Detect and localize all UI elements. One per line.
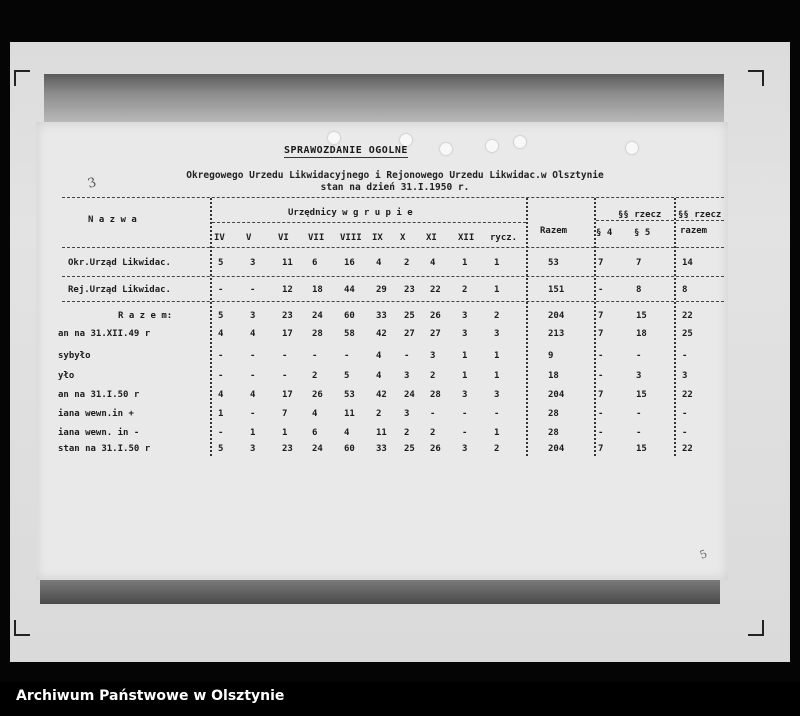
table-cell: 1: [462, 371, 468, 381]
table-cell: 3: [494, 329, 500, 339]
table-cell-razem: 204: [548, 390, 565, 400]
table-cell-s4: -: [598, 428, 604, 438]
table-cell: 3: [250, 444, 256, 454]
table-cell: 28: [430, 390, 441, 400]
table-cell: 4: [376, 371, 382, 381]
document-subtitle: Okregowego Urzedu Likwidacyjnego i Rejonowego Urzedu Likwidac.w Olsztynie: [186, 170, 604, 181]
row-label: Okr.Urząd Likwidac.: [68, 258, 171, 268]
table-cell: 16: [344, 258, 355, 268]
header-rzecz-right: §§ rzecz: [678, 210, 722, 220]
table-cell: 3: [462, 311, 468, 321]
table-cell: 29: [376, 285, 387, 295]
table-cell-right: 25: [682, 329, 693, 339]
table-cell: -: [282, 371, 288, 381]
table-cell: 2: [430, 428, 436, 438]
table-cell: 5: [218, 444, 224, 454]
table-cell: 25: [404, 311, 415, 321]
table-cell-razem: 53: [548, 258, 559, 268]
table-cell: 2: [494, 311, 500, 321]
header-group-col: V: [246, 233, 252, 243]
table-cell-s5: 15: [636, 444, 647, 454]
header-razem-right: razem: [680, 226, 708, 236]
table-cell: -: [312, 351, 318, 361]
table-cell: 4: [376, 351, 382, 361]
table-cell-s5: -: [636, 409, 642, 419]
table-cell: -: [250, 409, 256, 419]
header-urzednicy-group: Urzędnicy w g r u p i e: [288, 208, 413, 218]
table-cell: 44: [344, 285, 355, 295]
header-razem: Razem: [540, 226, 568, 236]
table-column-divider: [526, 198, 528, 456]
table-cell: 2: [462, 285, 468, 295]
table-cell: 6: [312, 428, 318, 438]
table-cell: 22: [430, 285, 441, 295]
table-cell-s5: 15: [636, 311, 647, 321]
table-cell: 4: [250, 390, 256, 400]
table-cell-razem: 9: [548, 351, 554, 361]
table-cell: 2: [312, 371, 318, 381]
table-cell: 7: [282, 409, 288, 419]
table-cell: 1: [494, 371, 500, 381]
table-cell: 3: [462, 329, 468, 339]
header-group-col: VII: [308, 233, 325, 243]
frame-corner-mark: [14, 70, 30, 86]
handwritten-corner-note: 5: [697, 547, 710, 562]
table-cell-s5: 18: [636, 329, 647, 339]
table-cell: 1: [494, 258, 500, 268]
table-cell-razem: 204: [548, 311, 565, 321]
row-label: sybyło: [58, 351, 91, 361]
table-cell: 58: [344, 329, 355, 339]
table-cell: 23: [282, 311, 293, 321]
table-cell: -: [218, 371, 224, 381]
table-cell: 4: [218, 390, 224, 400]
handwritten-margin-note: 3: [86, 175, 99, 192]
row-label: Rej.Urząd Likwidac.: [68, 285, 171, 295]
table-cell: 42: [376, 329, 387, 339]
table-cell: 11: [282, 258, 293, 268]
table-cell: 60: [344, 444, 355, 454]
row-label: stan na 31.I.50 r: [58, 444, 151, 454]
punch-hole: [486, 140, 498, 152]
table-cell-s5: 7: [636, 258, 642, 268]
table-cell: -: [344, 351, 350, 361]
table-cell: -: [404, 351, 410, 361]
table-cell: 2: [494, 444, 500, 454]
table-cell-s5: 15: [636, 390, 647, 400]
table-cell: 53: [344, 390, 355, 400]
header-group-col: XI: [426, 233, 437, 243]
table-cell-s5: -: [636, 351, 642, 361]
row-label: an na 31.I.50 r: [58, 390, 140, 400]
page-shadow-bottom: [40, 580, 720, 604]
table-cell-razem: 18: [548, 371, 559, 381]
table-rule: [62, 247, 724, 248]
table-cell-right: 22: [682, 444, 693, 454]
table-cell-razem: 213: [548, 329, 565, 339]
table-cell: 4: [430, 258, 436, 268]
header-rzecz-col: § 4: [596, 228, 613, 238]
table-cell: 42: [376, 390, 387, 400]
table-cell: 11: [376, 428, 387, 438]
table-cell-right: 22: [682, 311, 693, 321]
table-cell: -: [494, 409, 500, 419]
table-cell-razem: 151: [548, 285, 565, 295]
table-cell-s4: 7: [598, 311, 604, 321]
header-nazwa: N a z w a: [88, 215, 137, 225]
table-cell: 17: [282, 390, 293, 400]
table-cell-s4: -: [598, 409, 604, 419]
table-cell: 6: [312, 258, 318, 268]
table-cell: -: [250, 371, 256, 381]
table-cell-s4: -: [598, 371, 604, 381]
table-cell: 2: [430, 371, 436, 381]
table-cell: 1: [494, 285, 500, 295]
row-label: yło: [58, 371, 75, 381]
header-group-col: IX: [372, 233, 383, 243]
table-cell: 1: [250, 428, 256, 438]
table-cell: -: [250, 351, 256, 361]
frame-corner-mark: [748, 70, 764, 86]
table-cell-s5: -: [636, 428, 642, 438]
table-cell: 5: [344, 371, 350, 381]
header-group-col: X: [400, 233, 406, 243]
table-cell-razem: 204: [548, 444, 565, 454]
table-rule: [596, 220, 724, 221]
frame-corner-mark: [748, 620, 764, 636]
table-cell: 3: [462, 390, 468, 400]
table-rule: [212, 222, 526, 223]
table-cell: 4: [218, 329, 224, 339]
table-cell: 25: [404, 444, 415, 454]
table-column-divider: [210, 198, 212, 456]
frame-corner-mark: [14, 620, 30, 636]
table-cell: 17: [282, 329, 293, 339]
table-cell: 3: [250, 311, 256, 321]
table-cell-s4: 7: [598, 444, 604, 454]
table-column-divider: [674, 198, 676, 456]
table-cell: 3: [430, 351, 436, 361]
row-label: R a z e m:: [118, 311, 173, 321]
document-title: SPRAWOZDANIE OGOLNE: [284, 145, 408, 156]
table-cell-s4: -: [598, 351, 604, 361]
archive-caption: Archiwum Państwowe w Olsztynie: [16, 688, 285, 704]
table-cell: 4: [312, 409, 318, 419]
table-cell: 33: [376, 444, 387, 454]
punch-hole: [514, 136, 526, 148]
table-cell: 1: [282, 428, 288, 438]
table-cell: 5: [218, 311, 224, 321]
table-cell: 27: [430, 329, 441, 339]
table-cell-right: 8: [682, 285, 688, 295]
table-cell: 23: [282, 444, 293, 454]
table-cell: -: [430, 409, 436, 419]
table-cell: 26: [312, 390, 323, 400]
table-cell: -: [462, 428, 468, 438]
table-cell: 1: [494, 428, 500, 438]
table-cell-right: 14: [682, 258, 693, 268]
page-shadow-top: [44, 74, 724, 122]
table-cell: 1: [218, 409, 224, 419]
table-cell-razem: 28: [548, 428, 559, 438]
table-cell: 2: [376, 409, 382, 419]
table-cell-s5: 3: [636, 371, 642, 381]
header-rzecz-group: §§ rzecz: [618, 210, 662, 220]
table-cell-razem: 28: [548, 409, 559, 419]
table-cell: 3: [494, 390, 500, 400]
table-cell: 3: [404, 371, 410, 381]
table-cell: 11: [344, 409, 355, 419]
table-cell: 26: [430, 444, 441, 454]
table-cell-right: -: [682, 409, 688, 419]
punch-hole: [440, 143, 452, 155]
table-cell-s4: 7: [598, 329, 604, 339]
row-label: iana wewn.in +: [58, 409, 134, 419]
table-cell: -: [462, 409, 468, 419]
table-cell: 1: [462, 351, 468, 361]
table-cell: 3: [404, 409, 410, 419]
table-cell: 12: [282, 285, 293, 295]
table-cell-right: 3: [682, 371, 688, 381]
row-label: iana wewn. in -: [58, 428, 140, 438]
table-rule: [62, 276, 724, 277]
row-label: an na 31.XII.49 r: [58, 329, 151, 339]
table-cell: 24: [312, 311, 323, 321]
table-cell-s4: -: [598, 285, 604, 295]
table-cell: -: [218, 285, 224, 295]
punch-hole: [328, 132, 340, 144]
table-cell: 3: [462, 444, 468, 454]
table-cell: 4: [376, 258, 382, 268]
table-cell: 28: [312, 329, 323, 339]
table-cell: 3: [250, 258, 256, 268]
table-cell: -: [282, 351, 288, 361]
table-cell: 24: [312, 444, 323, 454]
table-cell-s4: 7: [598, 258, 604, 268]
table-cell: 4: [344, 428, 350, 438]
header-rzecz-col: § 5: [634, 228, 651, 238]
table-cell: 5: [218, 258, 224, 268]
header-group-col: VI: [278, 233, 289, 243]
table-cell: 1: [494, 351, 500, 361]
table-cell-right: 22: [682, 390, 693, 400]
table-cell: -: [250, 285, 256, 295]
table-cell-right: -: [682, 428, 688, 438]
header-group-col: XII: [458, 233, 475, 243]
table-cell-right: -: [682, 351, 688, 361]
table-cell: 60: [344, 311, 355, 321]
table-cell: 24: [404, 390, 415, 400]
table-rule: [62, 301, 724, 302]
table-rule: [62, 197, 724, 198]
table-cell-s4: 7: [598, 390, 604, 400]
header-group-col: rycz.: [490, 233, 518, 243]
table-cell: 2: [404, 258, 410, 268]
table-cell: 2: [404, 428, 410, 438]
table-cell: 33: [376, 311, 387, 321]
table-cell-s5: 8: [636, 285, 642, 295]
document-date: stan na dzień 31.I.1950 r.: [320, 182, 470, 193]
table-cell: 23: [404, 285, 415, 295]
punch-hole: [626, 142, 638, 154]
table-cell: 4: [250, 329, 256, 339]
header-group-col: VIII: [340, 233, 362, 243]
table-cell: 18: [312, 285, 323, 295]
table-cell: 1: [462, 258, 468, 268]
table-cell: -: [218, 428, 224, 438]
table-cell: -: [218, 351, 224, 361]
table-cell: 27: [404, 329, 415, 339]
header-group-col: IV: [214, 233, 225, 243]
table-cell: 26: [430, 311, 441, 321]
